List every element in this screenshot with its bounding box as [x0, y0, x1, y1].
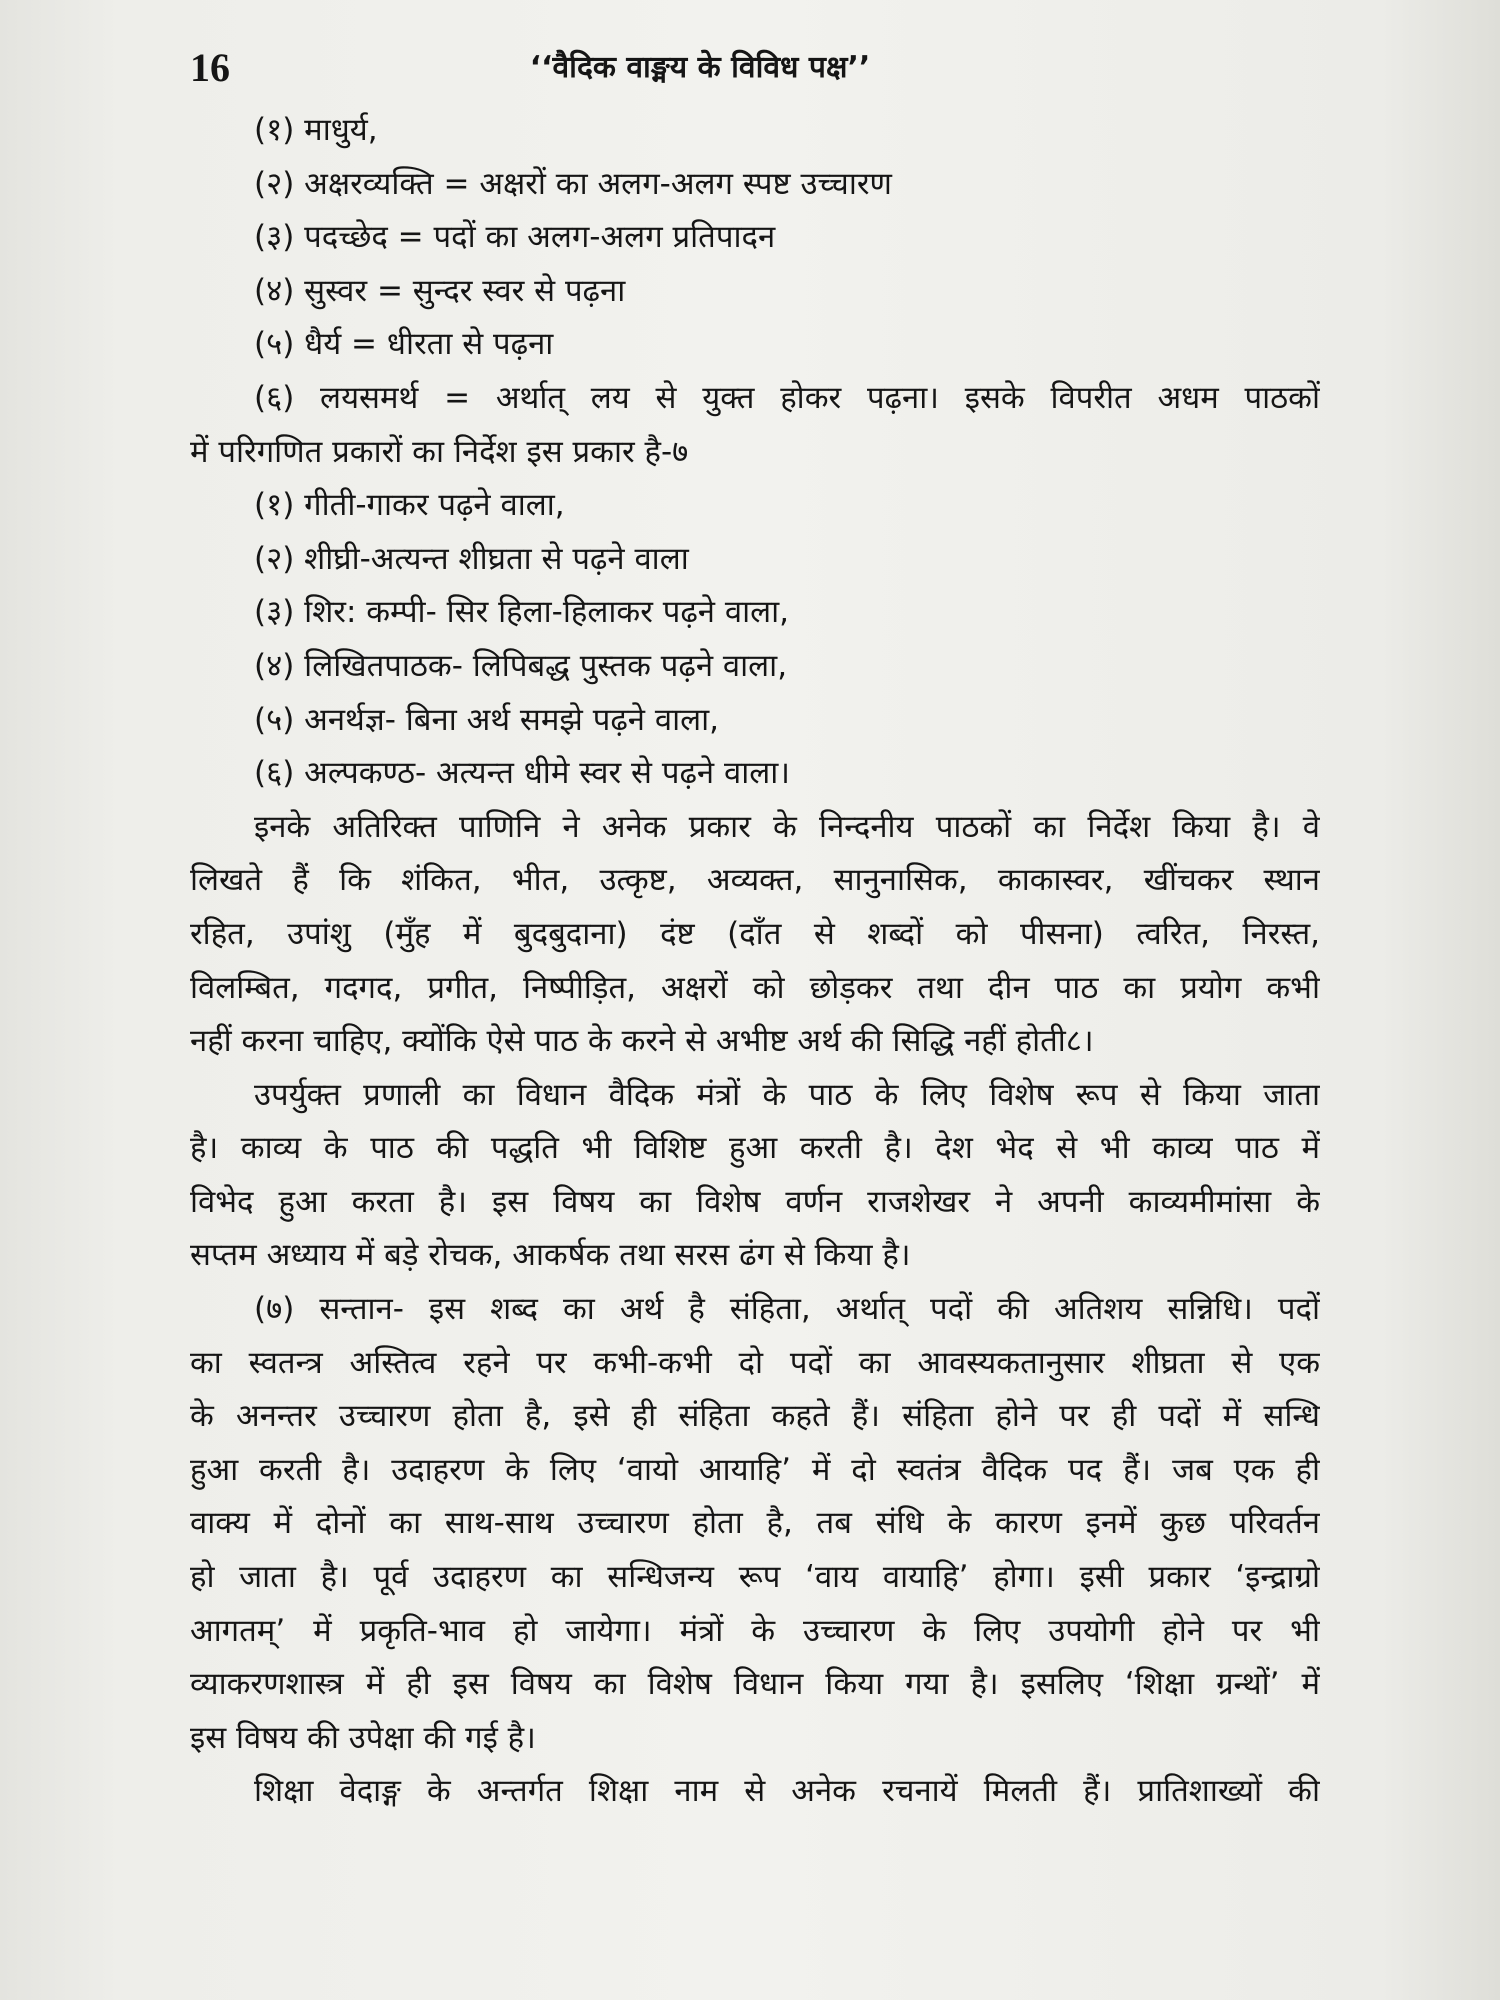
- text-line: विलम्बित, गदगद, प्रगीत, निष्पीड़ित, अक्षरों को छोड़कर तथा दीन पाठ का प्रयोग कभी: [190, 969, 1320, 1006]
- list-item: (२) शीघ्री-अत्यन्त शीघ्रता से पढ़ने वाला: [254, 540, 689, 577]
- page-number: 16: [190, 45, 230, 90]
- list-item: (२) अक्षरव्यक्ति = अक्षरों का अलग-अलग स्पष्ट उच्चारण: [254, 165, 892, 202]
- list-item: (३) शिर: कम्पी- सिर हिला-हिलाकर पढ़ने वाला,: [254, 594, 790, 631]
- list-item: (४) सुस्वर = सुन्दर स्वर से पढ़ना: [254, 272, 626, 309]
- running-title: ‘‘वैदिक वाङ्मय के विविध पक्ष’’: [529, 50, 871, 85]
- text-line: इनके अतिरिक्त पाणिनि ने अनेक प्रकार के निन्दनीय पाठकों का निर्देश किया है। वे: [254, 808, 1320, 845]
- text-line: व्याकरणशास्त्र में ही इस विषय का विशेष विधान किया गया है। इसलिए ‘शिक्षा ग्रन्थों’ में: [190, 1666, 1320, 1703]
- text-line: उपर्युक्त प्रणाली का विधान वैदिक मंत्रों के पाठ के लिए विशेष रूप से किया जाता: [254, 1076, 1320, 1113]
- text-line: विभेद हुआ करता है। इस विषय का विशेष वर्णन राजशेखर ने अपनी काव्यमीमांसा के: [190, 1183, 1320, 1220]
- text-line: है। काव्य के पाठ की पद्धति भी विशिष्ट हुआ करती है। देश भेद से भी काव्य पाठ में: [190, 1130, 1320, 1167]
- text-line: के अनन्तर उच्चारण होता है, इसे ही संहिता कहते हैं। संहिता होने पर ही पदों में सन्धि: [190, 1398, 1320, 1435]
- page-body: [190, 104, 1320, 1819]
- text-line: इस विषय की उपेक्षा की गई है।: [190, 1719, 536, 1756]
- list-item: (१) माधुर्य,: [254, 112, 378, 148]
- list-item: (१) गीती-गाकर पढ़ने वाला,: [254, 487, 565, 524]
- list-item: (५) धैर्य = धीरता से पढ़ना: [254, 326, 554, 363]
- text-line: (६) लयसमर्थ = अर्थात् लय से युक्त होकर पढ़ना। इसके विपरीत अधम पाठकों: [254, 379, 1320, 416]
- text-line: सप्तम अध्याय में बड़े रोचक, आकर्षक तथा सरस ढंग से किया है।: [190, 1237, 911, 1274]
- text-line: में परिगणित प्रकारों का निर्देश इस प्रकार है-७: [190, 433, 689, 470]
- text-line: नहीं करना चाहिए, क्योंकि ऐसे पाठ के करने से अभीष्ट अर्थ की सिद्धि नहीं होती८।: [190, 1023, 1094, 1060]
- list-item: (४) लिखितपाठक- लिपिबद्ध पुस्तक पढ़ने वाला,: [254, 647, 788, 684]
- page-header: [190, 38, 1320, 98]
- text-line: हुआ करती है। उदाहरण के लिए ‘वायो आयाहि’ में दो स्वतंत्र वैदिक पद हैं। जब एक ही: [190, 1451, 1320, 1488]
- list-item: (५) अनर्थज्ञ- बिना अर्थ समझे पढ़ने वाला,: [254, 701, 720, 738]
- text-line: लिखते हैं कि शंकित, भीत, उत्कृष्ट, अव्यक्त, सानुनासिक, काकास्वर, खींचकर स्थान: [190, 862, 1320, 899]
- text-line: (७) सन्तान- इस शब्द का अर्थ है संहिता, अर्थात् पदों की अतिशय सन्निधि। पदों: [254, 1291, 1320, 1328]
- list-item: (६) अल्पकण्ठ- अत्यन्त धीमे स्वर से पढ़ने वाला।: [254, 755, 791, 792]
- text-line: हो जाता है। पूर्व उदाहरण का सन्धिजन्य रूप ‘वाय वायाहि’ होगा। इसी प्रकार ‘इन्द्राग्रो: [190, 1559, 1320, 1596]
- text-line: रहित, उपांशु (मुँह में बुदबुदाना) दंष्ट (दाँत से शब्दों को पीसना) त्वरित, निरस्त,: [190, 915, 1320, 952]
- text-line: आगतम्’ में प्रकृति-भाव हो जायेगा। मंत्रों के उच्चारण के लिए उपयोगी होने पर भी: [190, 1612, 1320, 1649]
- text-line: का स्वतन्त्र अस्तित्व रहने पर कभी-कभी दो पदों का आवस्यकतानुसार शीघ्रता से एक: [190, 1344, 1320, 1381]
- text-line: वाक्य में दोनों का साथ-साथ उच्चारण होता है, तब संधि के कारण इनमें कुछ परिवर्तन: [190, 1505, 1320, 1542]
- text-line: शिक्षा वेदाङ्ग के अन्तर्गत शिक्षा नाम से अनेक रचनायें मिलती हैं। प्रातिशाख्यों की: [254, 1773, 1320, 1810]
- list-item: (३) पदच्छेद = पदों का अलग-अलग प्रतिपादन: [254, 219, 776, 256]
